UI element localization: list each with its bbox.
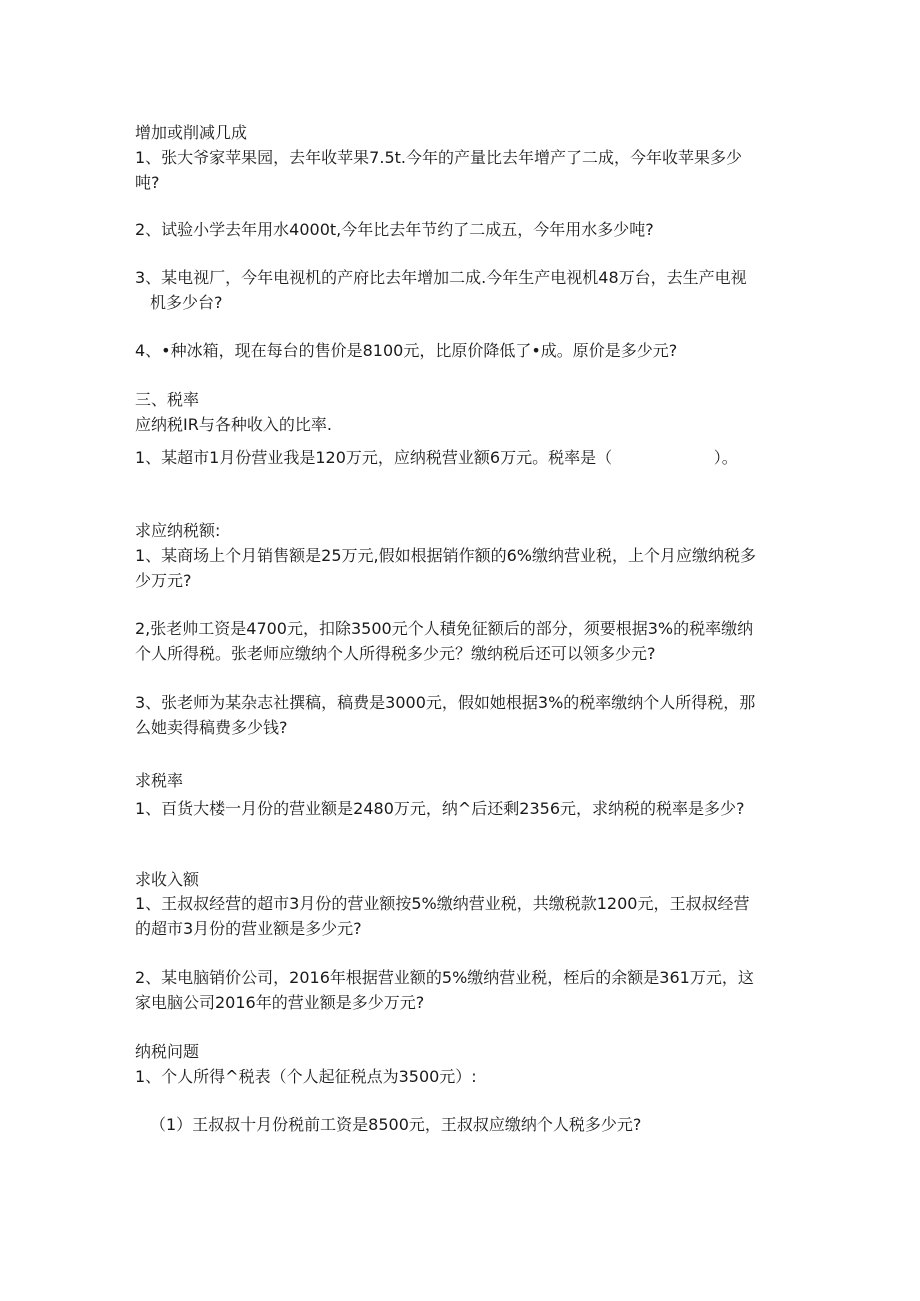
question-text: 1、个人所得^税表（个人起征税点为3500元）: (135, 1067, 477, 1086)
question-text: 么她卖得稿费多少钱? (135, 718, 288, 737)
question-text: 3、某电视厂，今年电视机的产府比去年增加二成.今年生产电视机48万台，去生产电视 (135, 268, 747, 287)
question-text: 吨? (135, 173, 160, 192)
question-text: 少万元? (135, 571, 192, 590)
question-text: 4、•种冰箱，现在每台的售价是8100元，比原价降低了•成。原价是多少元? (135, 341, 678, 360)
heading-tax-amount: 求应纳税额: (135, 521, 221, 540)
definition-text: 应纳税IR与各种收入的比率. (135, 415, 332, 434)
sub-question-text: （1）王叔叔十月份税前工资是8500元，王叔叔应缴纳个人税多少元? (150, 1115, 642, 1134)
question-text: 1、王叔叔经营的超市3月份的营业额按5%缴纳营业税，共缴税款1200元，王叔叔经营 (135, 894, 750, 913)
question-text: 个人所得税。张老师应缴纳个人所得税多少元？缴纳税后还可以领多少元? (135, 644, 656, 663)
question-text: 的超市3月份的营业额是多少元? (135, 919, 362, 938)
heading-find-rate: 求税率 (135, 771, 184, 790)
question-text: 家电脑公司2016年的营业额是多少万元? (135, 993, 425, 1012)
question-text: 3、张老师为某杂志社撰稿，稿费是3000元，假如她根据3%的税率缴纳个人所得税，那 (135, 693, 756, 712)
question-text: 2、某电脑销价公司，2016年根据营业额的5%缴纳营业税，桎后的余额是361万元，这 (135, 968, 754, 987)
question-text: 1、某超市1月份营业我是120万元，应纳税营业额6万元。税率是（ ）。 (135, 448, 738, 467)
question-text: 1、某商场上个月销售额是25万元,假如根据销作额的6%缴纳营业税，上个月应缴纳税多 (135, 546, 757, 565)
heading-find-income: 求收入额 (135, 870, 200, 889)
heading-increase-decrease: 增加或削减几成 (135, 123, 248, 142)
question-text: 机多少台? (150, 293, 223, 312)
question-text: 2、试验小学去年用水4000t,今年比去年节约了二成五，今年用水多少吨? (135, 220, 654, 239)
question-text: 1、百货大楼一月份的营业额是2480万元，纳^后还剩2356元，求纳税的税率是多少? (135, 799, 745, 818)
heading-tax-problems: 纳税问题 (135, 1042, 200, 1061)
question-text: 1、张大爷家苹果园，去年收苹果7.5t.今年的产量比去年增产了二成，今年收苹果多少 (135, 148, 742, 167)
heading-tax-rate: 三、税率 (135, 390, 200, 409)
question-text: 2,张老帅工资是4700元，扣除3500元个人積免征额后的部分，须要根据3%的税率缴纳 (135, 619, 754, 638)
